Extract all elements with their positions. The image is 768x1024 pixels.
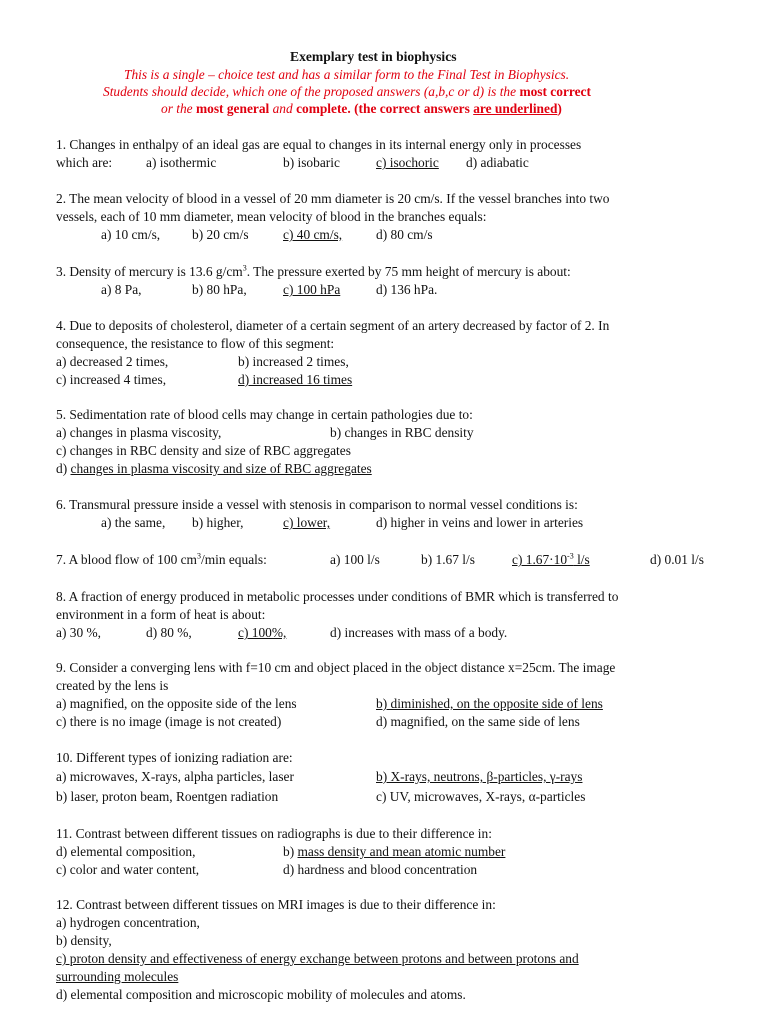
q8-answer-a: a) 30 %, [56, 625, 101, 640]
q4-answer-c: c) increased 4 times, [56, 372, 167, 387]
q4-answer-b: b) increased 2 times, [238, 354, 349, 369]
q9-answer-d: d) magnified, on the same side of lens [376, 714, 580, 729]
q8-answer-c-correct: c) 100%, [238, 625, 287, 640]
q2-answer-a: a) 10 cm/s, [101, 227, 161, 242]
q2-answer-d: d) 80 cm/s [376, 227, 433, 242]
q12-answer-c-correct: c) proton density and effectiveness of energy exchange between protons and between protons and [56, 951, 579, 966]
q1-answer-b: b) isobaric [283, 155, 340, 170]
q3-answer-a: a) 8 Pa, [101, 282, 142, 297]
q7-answer-b: b) 1.67 l/s [421, 552, 475, 567]
q10-answer-b-correct: b) X-rays, neutrons, β-particles, γ-rays [376, 769, 583, 784]
q9-answer-b-correct: b) diminished, on the opposite side of lens [376, 696, 603, 711]
q10-answer-c: c) UV, microwaves, X-rays, α-particles [376, 789, 586, 804]
q4-answer-d-correct: d) increased 16 times [238, 372, 353, 387]
q11-answer-c: c) color and water content, [56, 862, 200, 877]
question-2-text: 2. The mean velocity of blood in a vessel of 20 mm diameter is 20 cm/s. If the vessel branches into two [56, 191, 610, 206]
q3-answer-d: d) 136 hPa. [376, 282, 438, 297]
q1-answer-c-correct: c) isochoric [376, 155, 439, 170]
q12-answer-a: a) hydrogen concentration, [56, 915, 200, 930]
q11-answer-b-correct: b) mass density and mean atomic number [283, 844, 506, 859]
q10-answer-b-alt: b) laser, proton beam, Roentgen radiation [56, 789, 279, 804]
q5-answer-a: a) changes in plasma viscosity, [56, 425, 222, 440]
question-5-text: 5. Sedimentation rate of blood cells may change in certain pathologies due to: [56, 407, 473, 422]
q9-answer-a: a) magnified, on the opposite side of the lens [56, 696, 297, 711]
q1-answer-d: d) adiabatic [466, 155, 529, 170]
question-1-text: 1. Changes in enthalpy of an ideal gas are equal to changes in its internal energy only in processes [56, 137, 582, 152]
q2-answer-b: b) 20 cm/s [192, 227, 249, 242]
q12-answer-c-correct-cont: surrounding molecules [56, 969, 179, 984]
q5-answer-b: b) changes in RBC density [330, 425, 474, 440]
q11-answer-d: d) hardness and blood concentration [283, 862, 478, 877]
question-10-text: 10. Different types of ionizing radiation are: [56, 750, 293, 765]
q5-answer-d-correct: d) changes in plasma viscosity and size of RBC aggregates [56, 461, 372, 476]
q6-answer-a: a) the same, [101, 515, 166, 530]
intro-line-1: This is a single – choice test and has a similar form to the Final Test in Biophysics. [124, 67, 570, 82]
q3-answer-c-correct: c) 100 hPa [283, 282, 341, 297]
q12-answer-b: b) density, [56, 933, 112, 948]
q8-answer-d: d) increases with mass of a body. [330, 625, 508, 640]
question-2-text-cont: vessels, each of 10 mm diameter, mean velocity of blood in the branches equals: [56, 209, 487, 224]
intro-line-2: Students should decide, which one of the proposed answers (a,b,c or d) is the most correct [103, 84, 591, 99]
q4-answer-a: a) decreased 2 times, [56, 354, 169, 369]
q8-answer-b: d) 80 %, [146, 625, 192, 640]
question-1-text-cont: which are: [56, 155, 113, 170]
question-3-text: 3. Density of mercury is 13.6 $g/cm^3$. The pressure exerted by 75 mm height of mercury is about: [56, 263, 571, 279]
q12-answer-d: d) elemental composition and microscopic mobility of molecules and atoms. [56, 987, 466, 1002]
q6-answer-d: d) higher in veins and lower in arteries [376, 515, 584, 530]
question-9-text-cont: created by the lens is [56, 678, 169, 693]
q5-answer-c: c) changes in RBC density and size of RBC aggregates [56, 443, 351, 458]
question-8-text-cont: environment in a form of heat is about: [56, 607, 266, 622]
question-8-text: 8. A fraction of energy produced in metabolic processes under conditions of BMR which is transferred to [56, 589, 619, 604]
document-title: Exemplary test in biophysics [290, 49, 457, 64]
q7-answer-c-correct: c) $1.67\cdot 10^{-3}$ l/s [512, 551, 590, 567]
q9-answer-c: c) there is no image (image is not created) [56, 714, 282, 729]
q7-answer-d: d) 0.01 l/s [650, 552, 704, 567]
question-9-text: 9. Consider a converging lens with f=10 cm and object placed in the object distance x=25cm. The image [56, 660, 616, 675]
q11-answer-a: d) elemental composition, [56, 844, 196, 859]
q6-answer-c-correct: c) lower, [283, 515, 331, 530]
question-4-text: 4. Due to deposits of cholesterol, diameter of a certain segment of an artery decreased by factor of 2. In [56, 318, 610, 333]
question-7-text: 7. A blood flow of 100 $cm^3/\min$ equals: [56, 551, 267, 567]
q7-answer-a: a) 100 l/s [330, 552, 380, 567]
q3-answer-b: b) 80 hPa, [192, 282, 247, 297]
q1-answer-a: a) isothermic [146, 155, 217, 170]
intro-line-3: or the most general and complete. (the correct answers are underlined) [161, 101, 562, 116]
q10-answer-a: a) microwaves, X-rays, alpha particles, laser [56, 769, 294, 784]
q6-answer-b: b) higher, [192, 515, 244, 530]
question-4-text-cont: consequence, the resistance to flow of this segment: [56, 336, 335, 351]
question-11-text: 11. Contrast between different tissues on radiographs is due to their difference in: [56, 826, 492, 841]
q2-answer-c-correct: c) 40 cm/s, [283, 227, 343, 242]
question-12-text: 12. Contrast between different tissues on MRI images is due to their difference in: [56, 897, 496, 912]
question-6-text: 6. Transmural pressure inside a vessel with stenosis in comparison to normal vessel conditions is: [56, 497, 578, 512]
